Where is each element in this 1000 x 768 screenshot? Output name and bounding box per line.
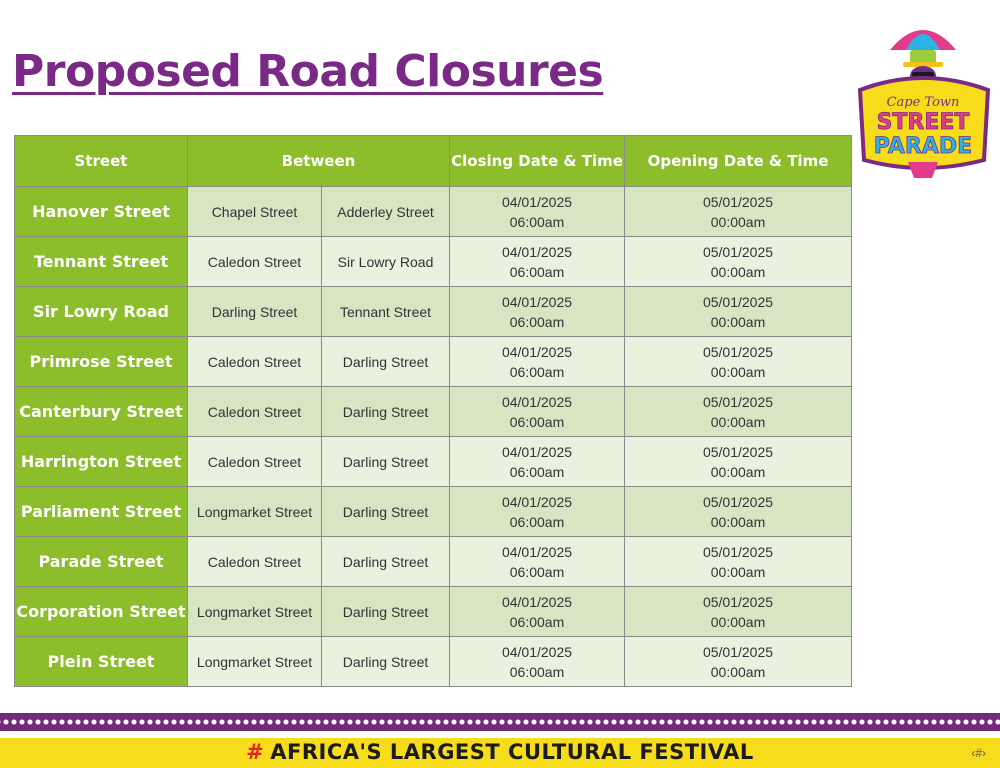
dotted-band — [0, 713, 1000, 731]
logo-graphic — [848, 10, 998, 180]
header-opening: Opening Date & Time — [625, 136, 852, 187]
opening-date: 05/01/2025 — [702, 243, 774, 260]
between-from-cell: Longmarket Street — [188, 637, 322, 687]
table-row — [15, 287, 852, 337]
street-name-cell: Corporation Street — [15, 587, 188, 637]
opening-time: 00:00am — [710, 663, 766, 680]
closing-date: 04/01/2025 — [501, 593, 573, 610]
closing-date: 04/01/2025 — [501, 193, 573, 210]
closing-time: 06:00am — [509, 263, 565, 280]
street-name-cell: Harrington Street — [15, 437, 188, 487]
between-to-cell: Darling Street — [322, 487, 450, 537]
table-row — [15, 187, 852, 237]
closing-time: 06:00am — [509, 413, 565, 430]
table-header-row — [15, 136, 852, 187]
opening-time: 00:00am — [710, 213, 766, 230]
opening-date: 05/01/2025 — [702, 343, 774, 360]
between-from-cell: Longmarket Street — [188, 487, 322, 537]
between-from-cell: Caledon Street — [188, 387, 322, 437]
logo-line3: PARADE — [873, 134, 973, 159]
opening-time: 00:00am — [710, 563, 766, 580]
closing-date: 04/01/2025 — [501, 293, 573, 310]
logo-line1: Cape Town — [886, 95, 960, 110]
closing-date: 04/01/2025 — [501, 393, 573, 410]
opening-time: 00:00am — [710, 263, 766, 280]
road-closures-table — [14, 135, 852, 687]
header-between: Between — [188, 136, 450, 187]
closing-cell — [450, 387, 625, 437]
footer-text: AFRICA'S LARGEST CULTURAL FESTIVAL — [270, 740, 754, 764]
between-to-cell: Sir Lowry Road — [322, 237, 450, 287]
hat-icon — [910, 50, 936, 64]
closing-date: 04/01/2025 — [501, 343, 573, 360]
between-from-cell: Caledon Street — [188, 437, 322, 487]
opening-date: 05/01/2025 — [702, 643, 774, 660]
header-street: Street — [15, 136, 188, 187]
between-to-cell: Darling Street — [322, 437, 450, 487]
closing-time: 06:00am — [509, 663, 565, 680]
opening-cell — [625, 537, 852, 587]
closing-cell — [450, 587, 625, 637]
street-name-cell: Primrose Street — [15, 337, 188, 387]
closing-cell — [450, 637, 625, 687]
opening-cell — [625, 637, 852, 687]
hashtag-symbol: # — [246, 740, 265, 764]
closing-time: 06:00am — [509, 513, 565, 530]
closing-cell — [450, 287, 625, 337]
opening-cell — [625, 237, 852, 287]
between-from-cell: Longmarket Street — [188, 587, 322, 637]
table-row — [15, 487, 852, 537]
closing-date: 04/01/2025 — [501, 493, 573, 510]
between-to-cell: Tennant Street — [322, 287, 450, 337]
closing-time: 06:00am — [509, 213, 565, 230]
page-number: ‹#› — [971, 746, 986, 760]
header-closing: Closing Date & Time — [450, 136, 625, 187]
street-name-cell: Hanover Street — [15, 187, 188, 237]
opening-cell — [625, 337, 852, 387]
closing-time: 06:00am — [509, 363, 565, 380]
closing-date: 04/01/2025 — [501, 643, 573, 660]
footer-tagline — [0, 740, 1000, 764]
table-row — [15, 537, 852, 587]
closing-cell — [450, 237, 625, 287]
closing-date: 04/01/2025 — [501, 243, 573, 260]
opening-date: 05/01/2025 — [702, 193, 774, 210]
closing-time: 06:00am — [509, 613, 565, 630]
street-name-cell: Parliament Street — [15, 487, 188, 537]
between-to-cell: Adderley Street — [322, 187, 450, 237]
table-row — [15, 637, 852, 687]
opening-time: 00:00am — [710, 463, 766, 480]
opening-date: 05/01/2025 — [702, 293, 774, 310]
opening-time: 00:00am — [710, 613, 766, 630]
opening-time: 00:00am — [710, 413, 766, 430]
table-row — [15, 337, 852, 387]
opening-date: 05/01/2025 — [702, 443, 774, 460]
opening-cell — [625, 587, 852, 637]
logo-line2: STREET — [876, 110, 970, 135]
closing-time: 06:00am — [509, 313, 565, 330]
closing-date: 04/01/2025 — [501, 443, 573, 460]
table-row — [15, 437, 852, 487]
between-to-cell: Darling Street — [322, 637, 450, 687]
street-name-cell: Plein Street — [15, 637, 188, 687]
closing-cell — [450, 337, 625, 387]
closing-cell — [450, 187, 625, 237]
closing-date: 04/01/2025 — [501, 543, 573, 560]
closing-cell — [450, 487, 625, 537]
street-name-cell: Parade Street — [15, 537, 188, 587]
closing-time: 06:00am — [509, 563, 565, 580]
table-row — [15, 237, 852, 287]
opening-date: 05/01/2025 — [702, 393, 774, 410]
opening-time: 00:00am — [710, 363, 766, 380]
street-name-cell: Canterbury Street — [15, 387, 188, 437]
street-parade-logo — [848, 10, 998, 180]
opening-cell — [625, 387, 852, 437]
closing-cell — [450, 437, 625, 487]
footer-banner — [0, 738, 1000, 768]
between-from-cell: Chapel Street — [188, 187, 322, 237]
opening-date: 05/01/2025 — [702, 493, 774, 510]
between-from-cell: Caledon Street — [188, 537, 322, 587]
opening-time: 00:00am — [710, 513, 766, 530]
between-from-cell: Caledon Street — [188, 237, 322, 287]
between-to-cell: Darling Street — [322, 587, 450, 637]
opening-date: 05/01/2025 — [702, 593, 774, 610]
opening-cell — [625, 287, 852, 337]
drum-icon — [908, 162, 938, 178]
between-to-cell: Darling Street — [322, 337, 450, 387]
opening-cell — [625, 187, 852, 237]
between-from-cell: Caledon Street — [188, 337, 322, 387]
table-row — [15, 387, 852, 437]
street-name-cell: Tennant Street — [15, 237, 188, 287]
between-to-cell: Darling Street — [322, 537, 450, 587]
opening-cell — [625, 487, 852, 537]
table-row — [15, 587, 852, 637]
between-from-cell: Darling Street — [188, 287, 322, 337]
between-to-cell: Darling Street — [322, 387, 450, 437]
opening-time: 00:00am — [710, 313, 766, 330]
closing-cell — [450, 537, 625, 587]
street-name-cell: Sir Lowry Road — [15, 287, 188, 337]
page-title: Proposed Road Closures — [12, 46, 604, 97]
opening-cell — [625, 437, 852, 487]
closing-time: 06:00am — [509, 463, 565, 480]
opening-date: 05/01/2025 — [702, 543, 774, 560]
